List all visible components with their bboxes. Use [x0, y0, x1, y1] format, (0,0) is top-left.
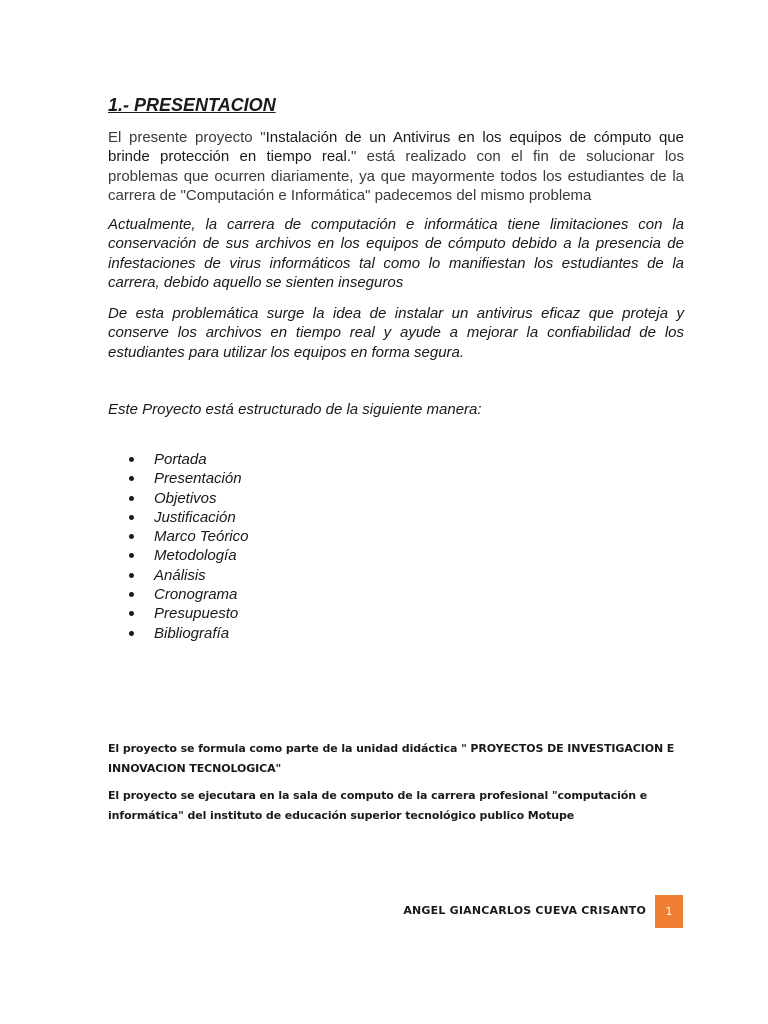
structure-intro: Este Proyecto está estructurado de la siguiente manera: — [108, 401, 482, 418]
list-item-label: Marco Teórico — [154, 528, 249, 546]
list-item — [108, 566, 248, 585]
structure-list — [108, 450, 248, 643]
list-item-label: Presupuesto — [154, 605, 239, 623]
list-item — [108, 450, 248, 469]
bullet-icon — [129, 573, 134, 578]
list-item — [108, 585, 248, 604]
list-item — [108, 469, 248, 488]
proposal-paragraph: De esta problemática surge la idea de instalar un antivirus eficaz que proteja y conserve los archivos en tiempo real y ayude a mejorar la confiabilidad de los estudiantes para utilizar los equipos en forma segura. — [108, 305, 684, 361]
list-item — [108, 508, 248, 527]
execution-location-note: El proyecto se ejecutara en la sala de computo de la carrera profesional "computación e informática" del instituto de educación superior tecnológico publico Motupe — [108, 789, 648, 822]
intro-text-end: " está realizado con el fin de solucionar los problemas que ocurren diariamente, ya que mayormente todos los estudiantes de la carrera de "Computación e Informática" padecemos del mismo problema — [108, 148, 684, 204]
bullet-icon — [129, 476, 134, 481]
list-item — [108, 527, 248, 546]
bullet-icon — [129, 592, 134, 597]
list-item-label: Bibliografía — [154, 624, 230, 642]
list-item — [108, 624, 248, 643]
list-item-label: Objetivos — [154, 489, 217, 507]
list-item-label: Portada — [154, 451, 207, 468]
intro-paragraph — [108, 128, 684, 205]
list-item — [108, 546, 248, 565]
list-item-label: Justificación — [154, 508, 236, 526]
footer-author: ANGEL GIANCARLOS CUEVA CRISANTO — [403, 904, 646, 917]
list-item-label: Cronograma — [154, 586, 238, 604]
limitations-paragraph: Actualmente, la carrera de computación e informática tiene limitaciones con la conservación de sus archivos en los equipos de cómputo debido a la presencia de infestaciones de virus informáticos tal como lo manifiestan los estudiantes de la carrera, debido aquello se sienten inseguros — [108, 216, 684, 291]
list-item-label: Presentación — [154, 470, 242, 488]
bullet-icon — [129, 611, 134, 616]
bullet-icon — [129, 457, 134, 462]
bullet-icon — [129, 631, 134, 636]
bullet-icon — [129, 515, 134, 520]
list-item-label: Metodología — [154, 547, 237, 565]
intro-text-start: El presente proyecto " — [108, 129, 266, 146]
bullet-icon — [129, 553, 134, 558]
project-title-highlight: Instalación de un Antivirus en los equipos de cómputo que brinde protección en tiempo real. — [108, 129, 684, 166]
list-item — [108, 604, 248, 623]
list-item-label: Análisis — [154, 566, 206, 584]
list-item — [108, 489, 248, 508]
page-title: 1.- PRESENTACION — [108, 95, 276, 115]
bullet-icon — [129, 496, 134, 501]
bullet-icon — [129, 534, 134, 539]
page-number-badge: 1 — [655, 895, 683, 928]
didactic-unit-note: El proyecto se formula como parte de la unidad didáctica " PROYECTOS DE INVESTIGACION E INNOVACION TECNOLOGICA" — [108, 742, 675, 775]
